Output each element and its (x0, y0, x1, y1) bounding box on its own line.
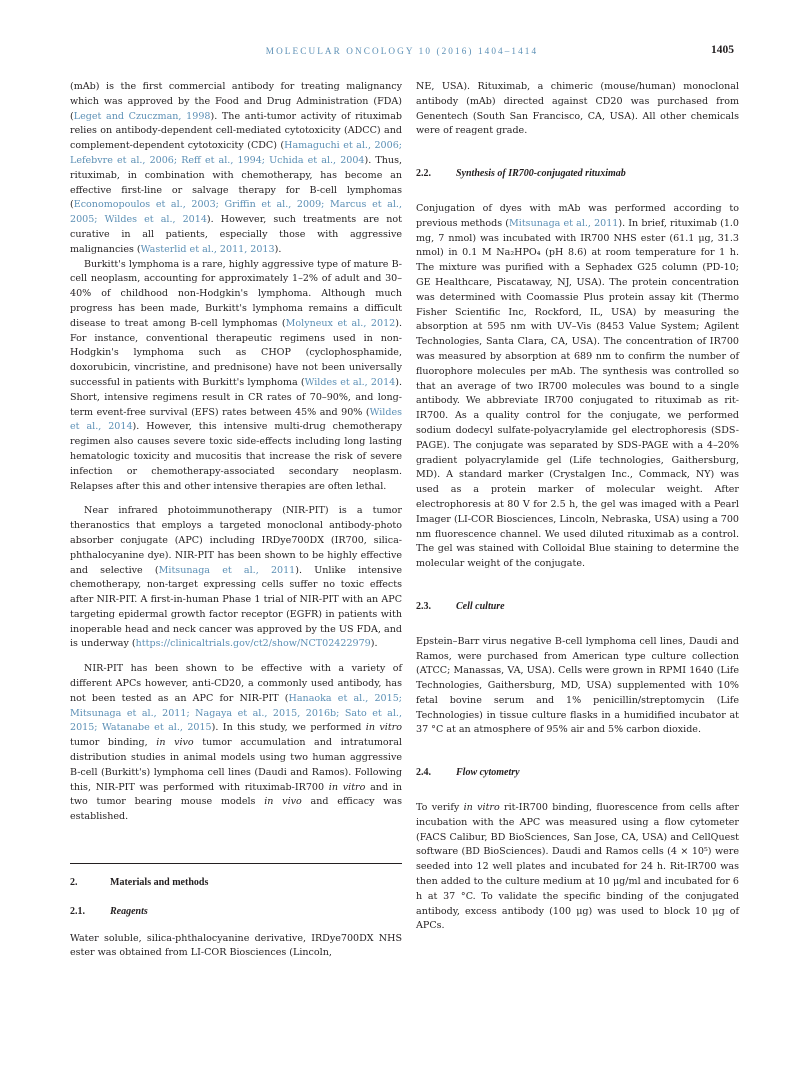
text-run: Conjugation of dyes with mAb was performed according to previous methods ( (416, 202, 739, 229)
text-run: To verify (416, 802, 464, 814)
section-title: Reagents (110, 905, 148, 917)
paragraph (70, 504, 402, 652)
subsection-heading-flow-cytometry (416, 766, 739, 781)
text-run: ). Unlike intensive chemotherapy, non-target expressing cells suffer no toxic effects after NIR-PIT. A first-in-human Phase 1 trial of NIR-PIT with an APC targeting epidermal growth factor receptor (EGFR) in patients with inoperable head and neck cancer was approved by the US FDA, and is underway ( (70, 564, 402, 650)
text-run: tumor accumulation and intratumoral distribution studies in animal models using two human aggressive B-cell (Burkitt's) lymphoma cell lines (Daudi and Ramos). Following this, NIR-PIT was performed with rituximab-IR700 (70, 737, 402, 793)
text-run: ). (274, 243, 282, 255)
paragraph (416, 801, 739, 934)
section-title: Flow cytometry (456, 767, 520, 779)
paragraph (70, 662, 402, 825)
text-run: ). The anti-tumor activity of rituximab relies on antibody-dependent cell-mediated cytotoxicity (ADCC) and complement-dependent cytotoxicity (CDC) ( (70, 110, 402, 152)
text-run: ). However, this intensive multi-drug chemotherapy regimen also causes severe toxic side-effects including long lasting hematologic toxicity and mucositis that increase the risk of severe infection or chemotherapy-associated secondary neoplasm. Relapses after this and other intensive therapies are often lethal. (70, 421, 402, 492)
citation-link[interactable]: Wildes et al., 2014 (304, 376, 396, 388)
citation-link[interactable]: Mitsunaga et al., 2011 (509, 217, 619, 229)
text-run: ). Thus, rituximab, in combination with chemotherapy, has become an effective first-line or salvage therapy for B-cell lymphomas ( (70, 154, 402, 211)
subsection-heading-cell-culture (416, 600, 739, 615)
paragraph (416, 80, 739, 139)
section-heading-materials-methods (70, 876, 402, 891)
page-number: 1405 (711, 44, 734, 56)
citation-link[interactable]: Wildes et al., 2014 (70, 406, 402, 433)
text-run: ). In this study, we performed (211, 722, 366, 734)
section-title: Cell culture (456, 600, 505, 612)
section-title: Synthesis of IR700-conjugated rituximab (456, 168, 626, 180)
italic-term: in vitro (365, 722, 402, 734)
citation-link[interactable]: Leget and Czuczman, 1998 (73, 110, 211, 122)
section-number: 2.3. (416, 600, 431, 612)
subsection-heading-synthesis (416, 167, 739, 182)
italic-term: in vivo (264, 796, 302, 808)
text-run: Near infrared photoimmunotherapy (NIR-PIT) is a tumor theranostics that employs a targeted monoclonal antibody-photo absorber conjugate (APC) including IRDye700DX (IR700, silica-phthalocyanine dye). NIR-PIT has been shown to be highly effective and selective ( (70, 505, 402, 576)
paragraph (70, 932, 402, 962)
citation-link[interactable]: https://clinicaltrials.gov/ct2/show/NCT02422979 (135, 638, 371, 650)
paragraph (70, 80, 402, 258)
text-run: ). In brief, rituximab (1.0 mg, 7 nmol) was incubated with IR700 NHS ester (61.1 μg, 31.3 nmol) in 0.1 M Na₂HPO₄ (pH 8.6) at room temperature for 1 h. The mixture was purified with a Sephadex G25 column (PD-10; GE Healthcare, Piscataway, NJ, USA). The protein concentration was determined with Coomassie Plus protein assay kit (Thermo Fisher Scientific Inc, Rockford, IL, USA) by measuring the absorption at 595 nm with UV–Vis (8453 Value System; Agilent Technologies, Santa Clara, CA, USA). The concentration of IR700 was measured by absorption at 689 nm to confirm the number of fluorophore molecules per mAb. The synthesis was controlled so that an average of two IR700 molecules was bound to a single antibody. We abbreviate IR700 conjugated to rituximab as rit-IR700. As a quality control for the conjugate, we performed sodium dodecyl sulfate-polyacrylamide gel electrophoresis (SDS-PAGE). The conjugate was separated by SDS-PAGE with a 4–20% gradient polyacrylamide gel (Life technologies, Gaithersburg, MD). A standard marker (Crystalgen Inc., Commack, NY) was used as a protein marker of molecular weight. After electrophoresis at 80 V for 2.5 h, the gel was imaged with a Pearl Imager (LI-COR Biosciences, Lincoln, Nebraska, USA) using a 700 nm fluorescence channel. We used diluted rituximab as a control. The gel was stained with Colloidal Blue staining to determine the molecular weight of the conjugate. (416, 217, 739, 570)
text-run: NIR-PIT has been shown to be effective with a variety of different APCs however, anti-CD20, a commonly used antibody, has not been tested as an APC for NIR-PIT ( (70, 663, 402, 704)
citation-link[interactable]: Mitsunaga et al., 2011 (158, 564, 296, 576)
subsection-heading-reagents (70, 905, 402, 920)
running-header (70, 44, 734, 64)
text-run: Water soluble, silica-phthalocyanine derivative, IRDye700DX NHS ester was obtained from LI-COR Biosciences (Lincoln, (70, 932, 402, 959)
text-run: rit-IR700 binding, fluorescence from cells after incubation with the APC was measured using a flow cytometer (FACS Calibur, BD BioSciences, San Jose, CA, USA) and CellQuest software (BD BioSciences). Daudi and Ramos cells (4 × 10⁵) were seeded into 12 well plates and incubated for 24 h. Rit-IR700 was then added to the culture medium at 10 μg/ml and incubated for 6 h at 37 °C. To validate the specific binding of the conjugated antibody, excess antibody (100 μg) was used to block 10 μg of APCs. (416, 802, 739, 932)
text-run: ). (370, 638, 378, 650)
text-run: ). However, such treatments are not curative in all patients, especially those with aggressive malignancies ( (70, 214, 402, 255)
text-run: Epstein–Barr virus negative B-cell lymphoma cell lines, Daudi and Ramos, were purchased from American type culture collection (ATCC; Manassas, VA, USA). Cells were grown in RPMI 1640 (Life Technologies, Gaithersburg, MD, USA) supplemented with 10% fetal bovine serum and 1% penicillin/streptomycin (Life Technologies) in tissue culture flasks in a humidified incubator at 37 °C at an atmosphere of 95% air and 5% carbon dioxide. (416, 635, 739, 736)
citation-link[interactable]: Hanaoka et al., 2015; Mitsunaga et al., 2011; Nagaya et al., 2015, 2016b; Sato et al., 2015; Watanabe et al., 2015 (70, 692, 402, 734)
section-number: 2.2. (416, 168, 431, 180)
italic-term: in vivo (156, 737, 194, 749)
section-number: 2. (70, 877, 78, 889)
text-run: ). For instance, conventional therapeutic regimens used in non-Hodgkin's lymphoma such as CHOP (cyclophosphamide, doxorubicin, vincristine, and prednisone) have not been universally successful in patients with Burkitt's lymphoma ( (70, 317, 402, 388)
right-column (416, 80, 739, 934)
citation-link[interactable]: Hamaguchi et al., 2006; Lefebvre et al., 2006; Reff et al., 1994; Uchida et al., 2004 (70, 140, 402, 166)
text-run: NE, USA). Rituximab, a chimeric (mouse/human) monoclonal antibody (mAb) directed against CD20 was purchased from Genentech (South San Francisco, CA, USA). All other chemicals were of reagent grade. (416, 81, 739, 137)
section-number: 2.1. (70, 905, 85, 917)
section-title: Materials and methods (110, 877, 209, 889)
citation-link[interactable]: Molyneux et al., 2012 (285, 317, 396, 329)
citation-link[interactable]: Economopoulos et al., 2003; Griffin et al., 2009; Marcus et al., 2005; Wildes et al., 2014 (70, 199, 402, 226)
paragraph (416, 202, 739, 572)
text-run: (mAb) is the first commercial antibody for treating malignancy which was approved by the Food and Drug Administration (FDA) ( (70, 81, 402, 122)
text-run: tumor binding, (70, 737, 157, 749)
text-run: and efficacy was established. (70, 796, 402, 823)
left-column (70, 80, 402, 961)
paragraph (70, 258, 402, 495)
text-run: Burkitt's lymphoma is a rare, highly aggressive type of mature B-cell neoplasm, accounting for approximately 1–2% of adult and 30–40% of childhood non-Hodgkin's lymphoma. Although much progress has been made, Burkitt's lymphoma remains a difficult disease to treat among B-cell lymphomas ( (70, 258, 402, 329)
citation-link[interactable]: Wasterlid et al., 2011, 2013 (140, 243, 275, 255)
italic-term: in vitro (328, 781, 366, 793)
text-run: ). Short, intensive regimens result in CR rates of 70–90%, and long-term event-free survival (EFS) rates between 45% and 90% ( (70, 376, 402, 418)
journal-title: MOLECULAR ONCOLOGY 10 (2016) 1404–1414 (265, 46, 539, 56)
italic-term: in vitro (463, 802, 500, 814)
section-number: 2.4. (416, 767, 431, 779)
text-run: and in two tumor bearing mouse models (70, 781, 402, 808)
paragraph (416, 635, 739, 739)
